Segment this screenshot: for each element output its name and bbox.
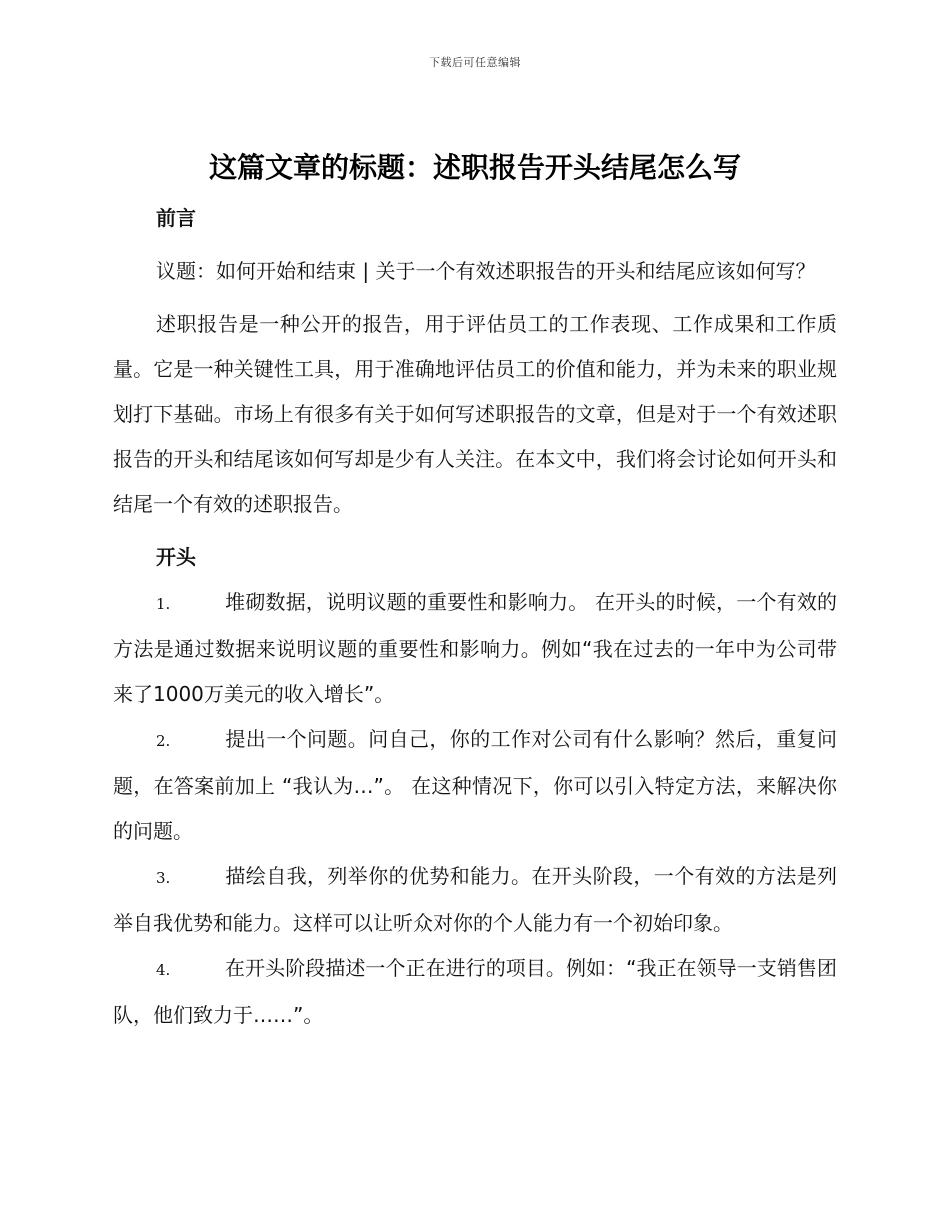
list-item-number: 4. xyxy=(156,961,171,979)
list-item-text: 提出一个问题。问自己，你的工作对公司有什么影响？然后，重复问题，在答案前加上 “我认为…”。 在这种情况下，你可以引入特定方法，来解决你的问题。 xyxy=(113,727,837,843)
topic-paragraph: 议题：如何开始和结束 | 关于一个有效述职报告的开头和结尾应该如何写？ xyxy=(156,259,816,283)
preface-paragraph: 述职报告是一种公开的报告，用于评估员工的工作表现、工作成果和工作质量。它是一种关键性工具，用于准确地评估员工的价值和能力，并为未来的职业规划打下基础。市场上有很多有关于如何写述职报告的文章，但是对于一个有效述职报告的开头和结尾该如何写却是少有人关注。在本文中，我们将会讨论如何开头和结尾一个有效的述职报告。 xyxy=(113,312,837,516)
page-title: 这篇文章的标题：述职报告开头结尾怎么写 xyxy=(208,151,741,184)
header-note: 下载后可任意编辑 xyxy=(429,56,521,69)
list-item-text: 堆砌数据，说明议题的重要性和影响力。 在开头的时候，一个有效的方法是通过数据来说明议题的重要性和影响力。例如“我在过去的一年中为公司带来了1000万美元的收入增长”。 xyxy=(113,590,837,706)
list-item-text: 在开头阶段描述一个正在进行的项目。例如：“我正在领导一支销售团队，他们致力于……”。 xyxy=(113,956,837,1027)
list-item xyxy=(113,946,837,1038)
list-item xyxy=(113,580,837,717)
document-body xyxy=(113,196,837,1038)
list-item-number: 3. xyxy=(156,869,171,887)
list-item-number: 2. xyxy=(156,732,171,750)
list-item-text: 描绘自我，列举你的优势和能力。在开头阶段，一个有效的方法是列举自我优势和能力。这样可以让听众对你的个人能力有一个初始印象。 xyxy=(113,864,837,935)
section-heading-preface: 前言 xyxy=(156,206,196,230)
list-item-number: 1. xyxy=(156,595,171,613)
section-heading-opening: 开头 xyxy=(156,545,196,569)
list-item xyxy=(113,717,837,854)
list-item xyxy=(113,854,837,946)
